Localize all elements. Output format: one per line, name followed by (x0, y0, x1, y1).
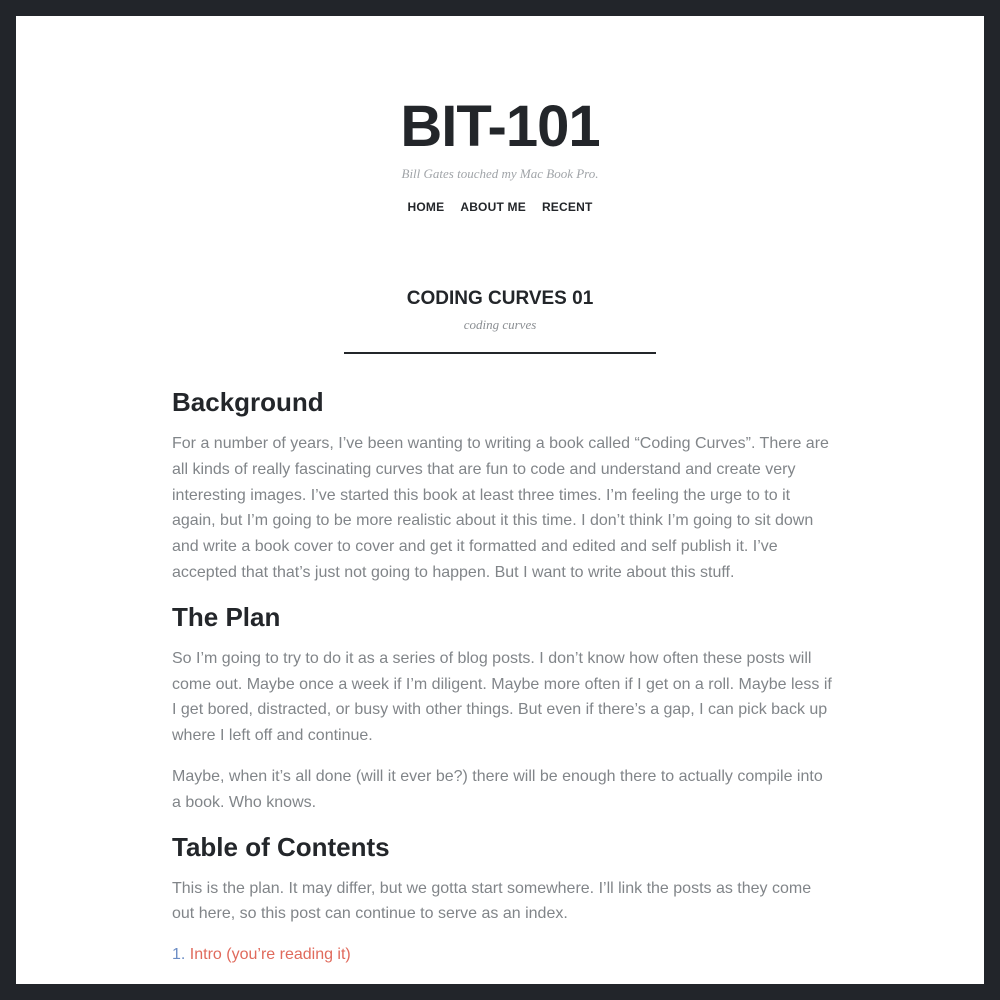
post-divider (344, 352, 656, 354)
page (16, 16, 984, 984)
main-nav (16, 200, 984, 214)
post-content (172, 386, 832, 967)
site-header (16, 16, 984, 214)
nav-item-recent[interactable]: RECENT (541, 200, 593, 214)
nav-item-about-me[interactable]: ABOUT ME (460, 200, 526, 214)
toc-item-number: 1. (172, 946, 186, 964)
post-header (16, 288, 984, 354)
post-title: CODING CURVES 01 (406, 288, 594, 309)
section-heading-toc: Table of Contents (172, 831, 390, 862)
section-heading-background: Background (172, 387, 324, 417)
post-category-link[interactable]: coding curves (463, 317, 537, 332)
toc-item (172, 942, 832, 967)
toc-list (172, 942, 832, 967)
site-tagline: Bill Gates touched my Mac Book Pro. (401, 166, 599, 181)
toc-item-link[interactable]: Intro (you’re reading it) (189, 946, 351, 964)
plan-paragraph-1: So I’m going to try to do it as a series of blog posts. I don’t know how often these posts will come out. Maybe once a week if I’m diligent. Maybe more often if I get on a roll. Maybe less if I get bored, distracted, or busy with other things. But even if there’s a gap, I can pick back up where I left off and continue. (172, 649, 832, 745)
plan-paragraph-2: Maybe, when it’s all done (will it ever be?) there will be enough there to actually compile into a book. Who knows. (172, 767, 823, 811)
toc-paragraph: This is the plan. It may differ, but we gotta start somewhere. I’ll link the posts as they come out here, so this post can continue to serve as an index. (172, 879, 812, 923)
background-paragraph: For a number of years, I’ve been wanting to writing a book called “Coding Curves”. There are all kinds of really fascinating curves that are fun to code and understand and create very interesting images. I’ve started this book at least three times. I’m feeling the urge to to it again, but I’m going to be more realistic about it this time. I don’t think I’m going to sit down and write a book cover to cover and get it formatted and edited and self publish it. I’ve accepted that that’s just not going to happen. But I want to write about this stuff. (172, 435, 829, 581)
nav-item-home[interactable]: HOME (407, 200, 445, 214)
site-title[interactable]: BIT-101 (400, 94, 600, 159)
section-heading-plan: The Plan (172, 601, 281, 632)
